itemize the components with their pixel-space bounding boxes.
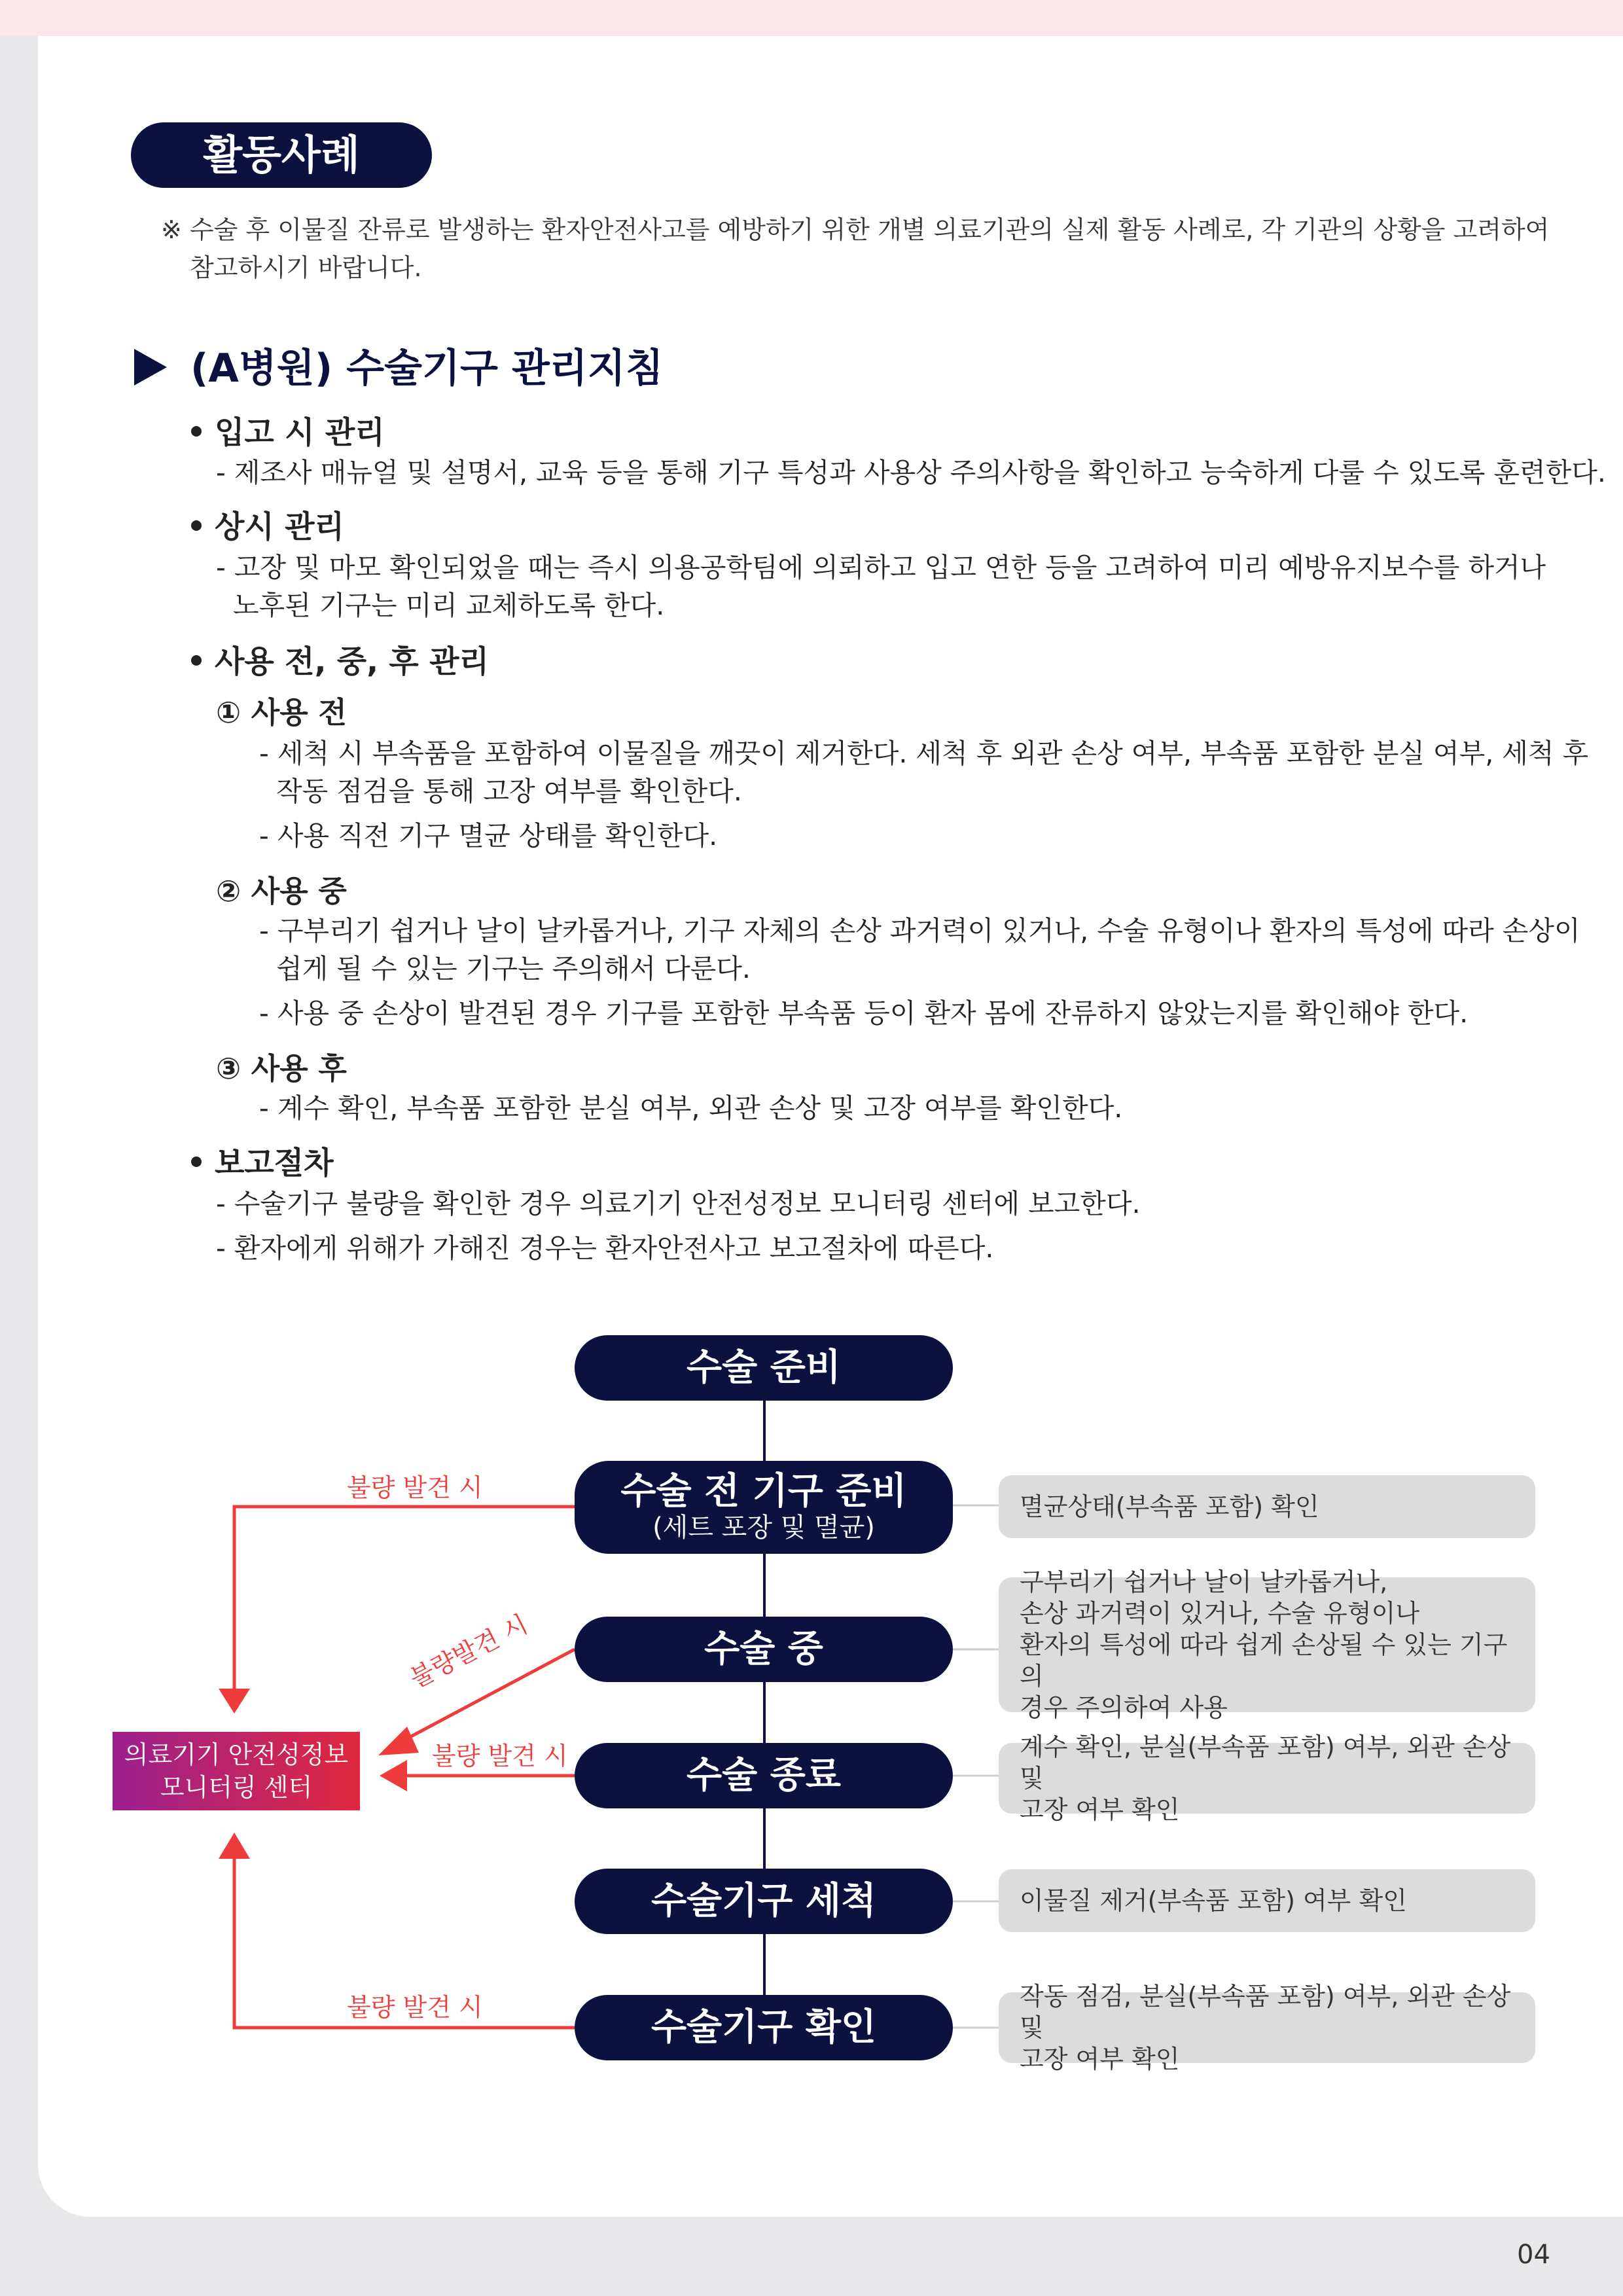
defect-label-4: 불량 발견 시 [347,1993,483,2022]
flow-node-instrument-prep-title: 수술 전 기구 준비 [620,1470,907,1513]
flow-node-cleaning-title: 수술기구 세척 [651,1880,877,1922]
usage-before-title: ① 사용 전 [216,695,347,730]
flow-desc-2: 구부리기 쉽거나 날이 날카롭거나, 손상 과거력이 있거나, 수술 유형이나 환자의 특성에 따라 쉽게 손상될 수 있는 기구의 경우 주의하여 사용 [999,1577,1535,1712]
flow-node-cleaning [575,1869,953,1934]
monitoring-center-box [113,1732,360,1810]
intro-note-line1: ※ 수술 후 이물질 잔류로 발생하는 환자안전사고를 예방하기 위한 개별 의료기관의 실제 활동 사례로, 각 기관의 상황을 고려하여 [161,215,1550,244]
flow-node-prep-title: 수술 준비 [687,1346,841,1389]
defect-label-1: 불량 발견 시 [347,1473,483,1502]
flow-desc-1: 멸균상태(부속품 포함) 확인 [999,1475,1535,1538]
flow-desc-5: 작동 점검, 분실(부속품 포함) 여부, 외관 손상 및 고장 여부 확인 [999,1992,1535,2063]
monitoring-center-line1: 의료기기 안전성정보 [124,1740,349,1769]
defect-label-2: 불량발견 시 [405,1609,533,1694]
arrowhead-4 [219,1833,250,1859]
flow-desc-3: 계수 확인, 분실(부속품 포함) 여부, 외관 손상 및 고장 여부 확인 [999,1743,1535,1814]
regular-line2: 노후된 기구는 미리 교체하도록 한다. [233,590,665,621]
bullet-usage-title: 사용 전, 중, 후 관리 [215,644,489,680]
usage-after-title: ③ 사용 후 [216,1051,347,1086]
section-badge: 활동사례 [131,122,432,188]
regular-line1: - 고장 및 마모 확인되었을 때는 즉시 의용공학팀에 의뢰하고 입고 연한 등을 고려하여 미리 예방유지보수를 하거나 [216,552,1546,583]
monitoring-center-line2: 모니터링 센터 [160,1773,313,1802]
bullet-regular-title: 상시 관리 [215,509,344,545]
section-title-text: (A병원) 수술기구 관리지침 [190,346,664,391]
arrowhead-2 [378,1727,419,1755]
usage-during-title: ② 사용 중 [216,874,347,908]
desc-connectors [953,1505,999,2028]
intro-note-line2: 참고하시기 바랍니다. [190,253,422,282]
during-line1: - 구부리기 쉽거나 날이 날카롭거나, 기구 자체의 손상 과거력이 있거나, 수술 유형이나 환자의 특성에 따라 손상이 [259,915,1580,946]
intake-line1: - 제조사 매뉴얼 및 설명서, 교육 등을 통해 기구 특성과 사용상 주의사항을 확인하고 능숙하게 다룰 수 있도록 훈련한다. [216,457,1606,488]
defect-label-3: 불량 발견 시 [432,1742,568,1770]
flow-node-end [575,1743,953,1808]
flow-node-prep [575,1335,953,1401]
after-line1: - 계수 확인, 부속품 포함한 분실 여부, 외관 손상 및 고장 여부를 확인한다. [259,1092,1123,1124]
arrowhead-1 [219,1689,250,1713]
bullet-intake-title: 입고 시 관리 [215,415,385,451]
flow-desc-4: 이물질 제거(부속품 포함) 여부 확인 [999,1869,1535,1932]
during-line3: - 사용 중 손상이 발견된 경우 기구를 포함한 부속품 등이 환자 몸에 잔류하지 않았는지를 확인해야 한다. [259,997,1469,1029]
flow-node-check-title: 수술기구 확인 [651,2006,877,2049]
flow-node-instrument-prep [575,1461,953,1554]
before-line3: - 사용 직전 기구 멸균 상태를 확인한다. [259,820,718,852]
flow-node-during [575,1617,953,1682]
during-line2: 쉽게 될 수 있는 기구는 주의해서 다룬다. [276,953,751,984]
report-line1: - 수술기구 불량을 확인한 경우 의료기기 안전성정보 모니터링 센터에 보고한다. [216,1188,1141,1219]
report-line2: - 환자에게 위해가 가해진 경우는 환자안전사고 보고절차에 따른다. [216,1232,994,1264]
before-line1: - 세척 시 부속품을 포함하여 이물질을 깨끗이 제거한다. 세척 후 외관 손상 여부, 부속품 포함한 분실 여부, 세척 후 [259,738,1589,769]
bullet-report-title: 보고절차 [215,1145,334,1181]
flow-node-check [575,1995,953,2060]
page-number: 04 [1517,2240,1550,2270]
flow-node-during-title: 수술 중 [704,1628,823,1670]
flow-node-instrument-prep-sub: (세트 포장 및 멸균) [652,1513,875,1543]
before-line2: 작동 점검을 통해 고장 여부를 확인한다. [276,776,742,807]
flow-node-end-title: 수술 종료 [687,1754,841,1797]
arrowhead-3 [380,1760,407,1791]
